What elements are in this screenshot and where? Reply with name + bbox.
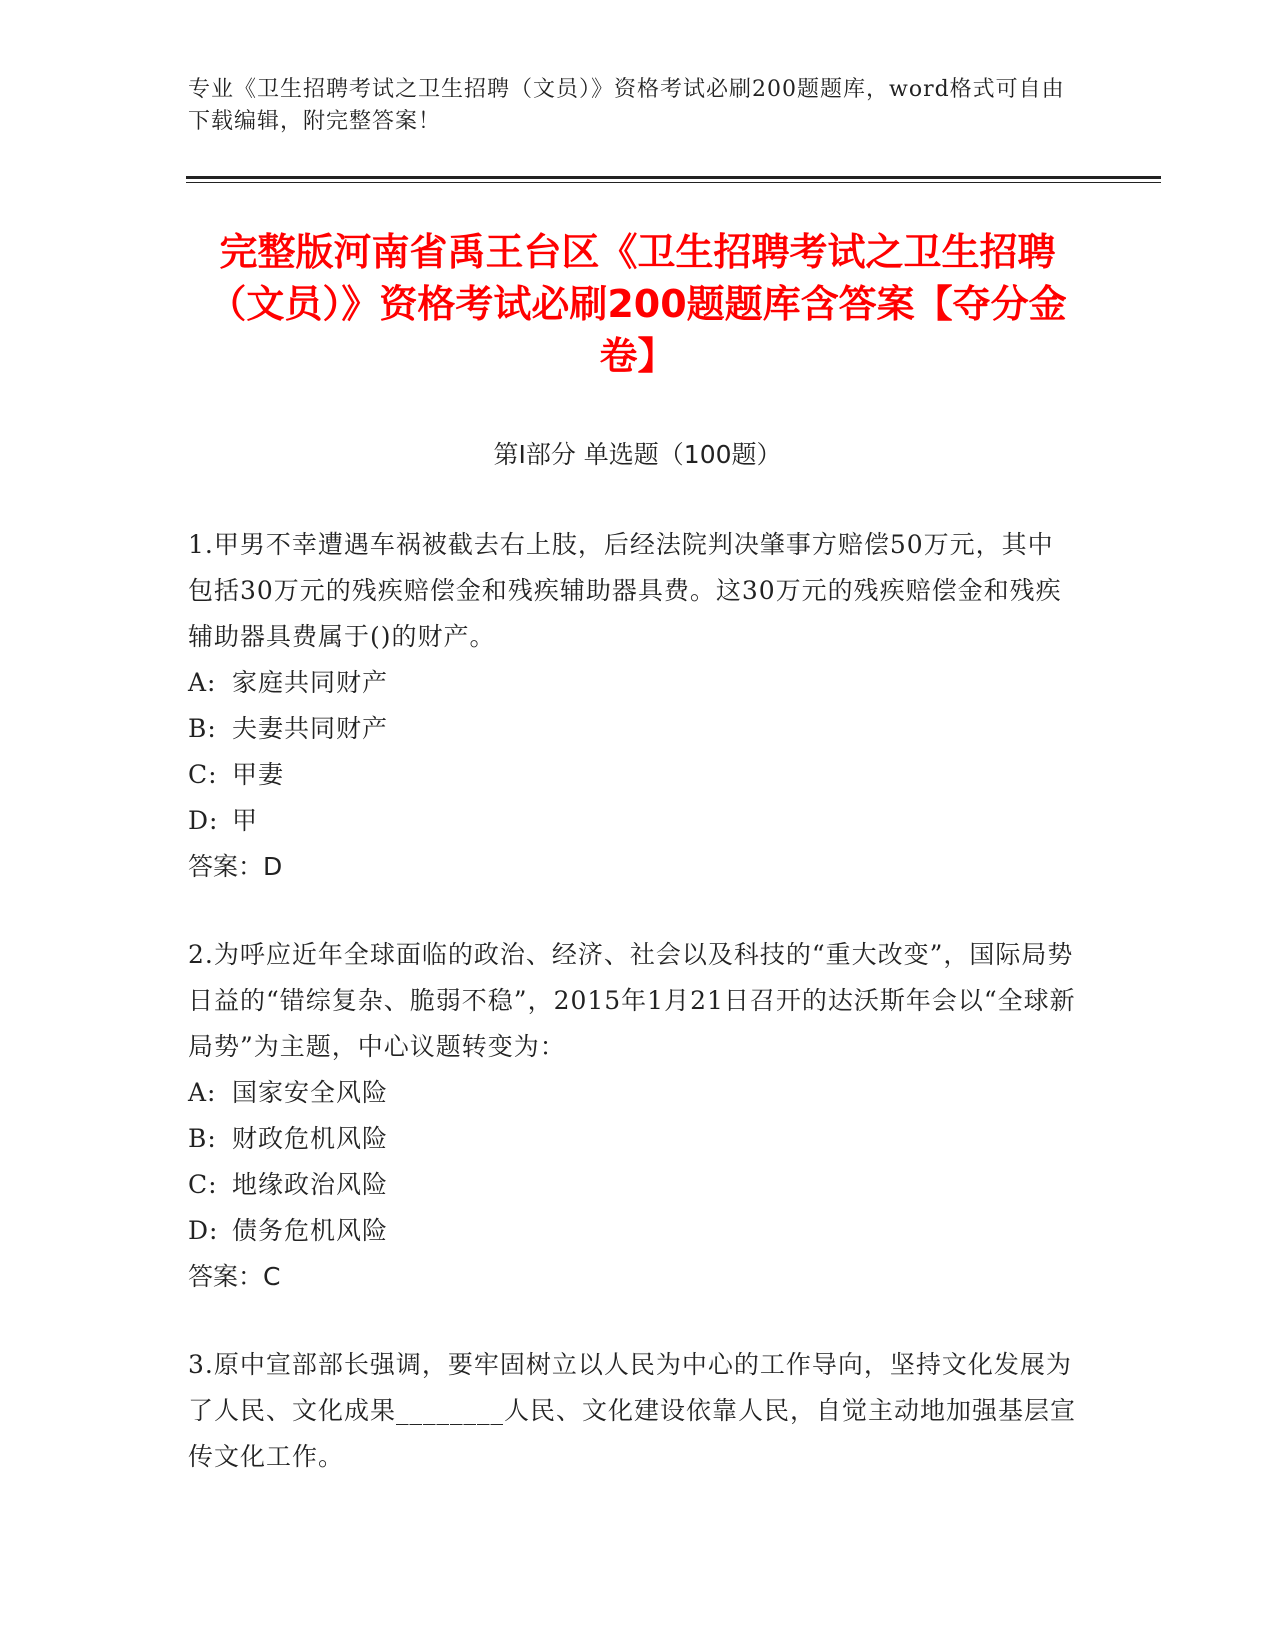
option-d [188,798,1078,844]
option-key: A: [188,1078,217,1107]
question-stem: 3.原中宣部部长强调，要牢固树立以人民为中心的工作导向，坚持文化发展为了人民、文化成果________人民、文化建设依靠人民，自觉主动地加强基层宣传文化工作。 [188,1350,1077,1471]
option-key: D: [188,1216,219,1245]
question-3 [188,1342,1078,1480]
document-title: 完整版河南省禹王台区《卫生招聘考试之卫生招聘（文员）》资格考试必刷200题题库含答案【夺分金卷】 [208,230,1067,378]
question-stem: 1.甲男不幸遭遇车祸被截去右上肢，后经法院判决肇事方赔偿50万元，其中包括30万元的残疾赔偿金和残疾辅助器具费。这30万元的残疾赔偿金和残疾辅助器具费属于()的财产。 [188,530,1062,651]
option-b [188,706,1078,752]
header-note: 专业《卫生招聘考试之卫生招聘（文员）》资格考试必刷200题题库，word格式可自由下载编辑，附完整答案！ [188,77,1065,134]
option-c [188,752,1078,798]
question-stem: 2.为呼应近年全球面临的政治、经济、社会以及科技的“重大改变”，国际局势日益的“错综复杂、脆弱不稳”，2015年1月21日召开的达沃斯年会以“全球新局势”为主题，中心议题转变为： [188,940,1076,1061]
option-text: 家庭共同财产 [232,668,389,697]
question-1 [188,522,1078,890]
option-key: A: [188,668,217,697]
question-2 [188,932,1078,1300]
option-text: 国家安全风险 [232,1078,389,1107]
option-text: 甲妻 [232,760,285,789]
option-text: 债务危机风险 [232,1216,389,1245]
option-key: B: [188,714,217,743]
option-d [188,1208,1078,1254]
option-text: 甲 [232,806,259,835]
answer: 答案：C [188,1262,281,1291]
option-text: 夫妻共同财产 [232,714,389,743]
section-title: 第Ⅰ部分 单选题（100题） [493,440,782,469]
option-key: B: [188,1124,217,1153]
option-text: 财政危机风险 [232,1124,389,1153]
option-key: C: [188,1170,218,1199]
option-text: 地缘政治风险 [232,1170,389,1199]
option-key: C: [188,760,218,789]
option-key: D: [188,806,219,835]
option-b [188,1116,1078,1162]
header-divider-thick [186,176,1161,179]
answer: 答案：D [188,852,283,881]
option-a [188,660,1078,706]
header-divider-thin [186,182,1161,183]
option-c [188,1162,1078,1208]
option-a [188,1070,1078,1116]
